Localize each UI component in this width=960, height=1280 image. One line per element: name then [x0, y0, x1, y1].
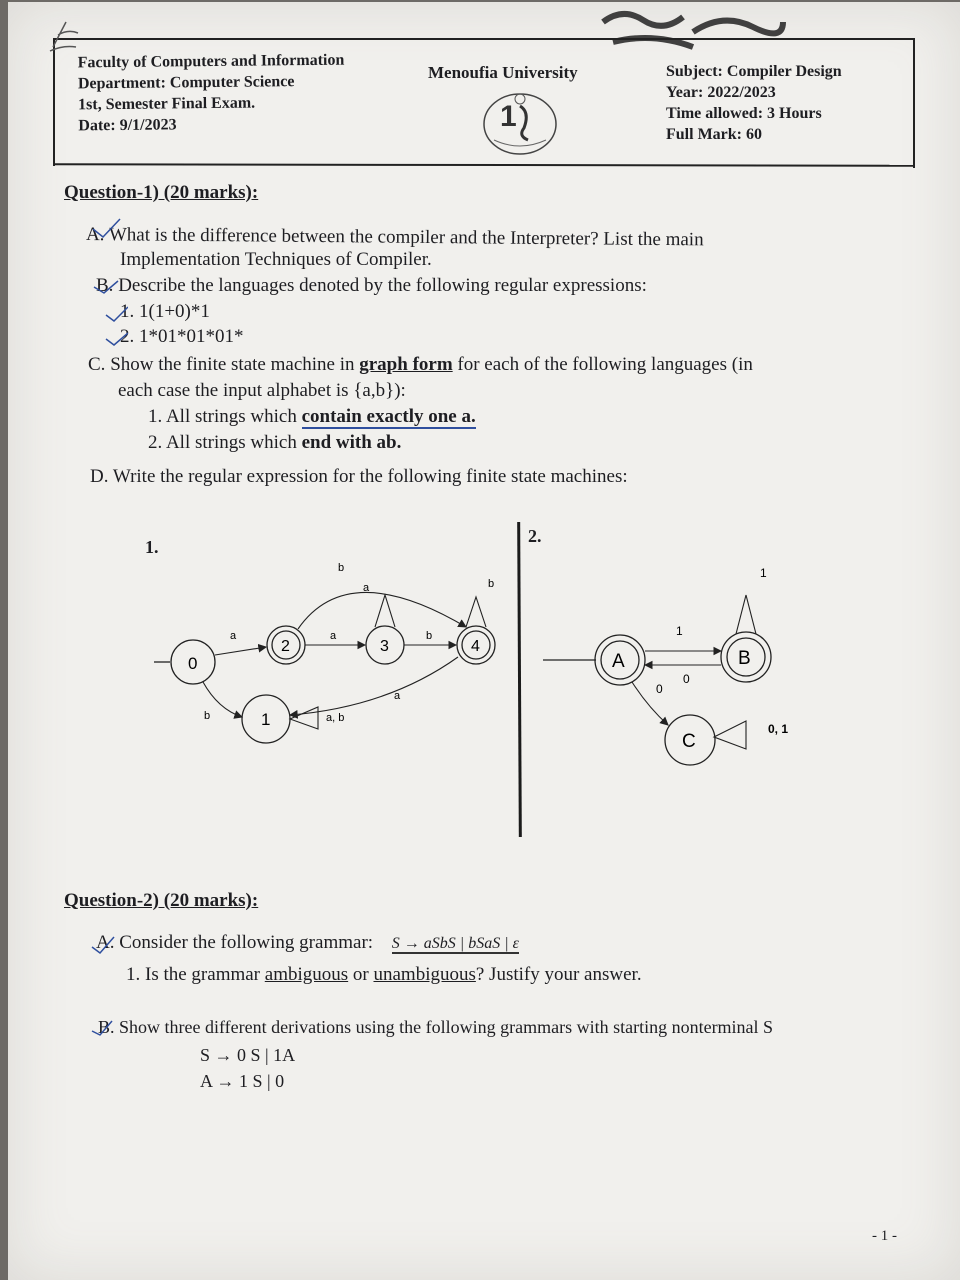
- header-right: [666, 61, 842, 145]
- question-2-title: Question-2) (20 marks):: [64, 890, 259, 911]
- q2-b-rule-1: S → 0 S | 1A: [200, 1045, 296, 1065]
- svg-text:A: A: [612, 651, 625, 672]
- pen-checkmarks: [85, 217, 128, 457]
- q1-c-line1c: for each of the following languages (in: [452, 354, 753, 375]
- svg-text:1: 1: [261, 710, 271, 729]
- svg-text:B: B: [738, 648, 751, 669]
- q1-c-item1-text: 1. All strings which: [148, 406, 302, 427]
- q1-b-item-1: 1. 1(1+0)*1: [120, 301, 210, 322]
- header-border-bottom: [53, 163, 915, 167]
- fsm1-self-loop-4-label: b: [488, 578, 495, 590]
- fsm1-state-1: [242, 695, 290, 743]
- fsm-1-diagram: [148, 557, 518, 747]
- fullmark-line: Full Mark: 60: [666, 126, 762, 143]
- fsm1-edge-0-1-label: b: [204, 710, 211, 722]
- svg-text:C: C: [682, 731, 696, 752]
- year-line: Year: 2022/2023: [666, 84, 776, 101]
- subject-line: Subject: Compiler Design: [666, 63, 842, 80]
- fsm1-self-loop-1: [290, 707, 318, 729]
- header-border-left: [53, 38, 55, 166]
- fsm2-self-loop-C-label: 0, 1: [768, 722, 789, 736]
- q1-b-label: B.: [96, 275, 114, 296]
- q2-b-rule-2: A → 1 S | 0: [200, 1071, 285, 1091]
- fsm2-self-loop-B: [736, 595, 756, 634]
- q1-c-emphasis: graph form: [359, 354, 453, 375]
- time-line: Time allowed: 3 Hours: [666, 105, 822, 122]
- q2-a-text: Consider the following grammar:: [119, 932, 374, 953]
- fsm1-self-loop-1-label: a, b: [326, 712, 345, 724]
- fsm1-self-loop-3: [375, 595, 395, 627]
- fsm1-edge-4-1: [290, 657, 458, 715]
- svg-text:0: 0: [188, 654, 198, 673]
- svg-text:4: 4: [471, 638, 480, 655]
- q1-c-item-1: [148, 404, 476, 430]
- q2-b-text: Show three different derivations using the following grammars with starting nonterminal S: [119, 1017, 774, 1037]
- fsm2-state-A: [595, 635, 645, 685]
- q2-a-ambiguous: ambiguous: [264, 964, 349, 985]
- fsm2-state-C: [665, 715, 715, 765]
- question-1-title: Question-1) (20 marks):: [64, 182, 259, 203]
- signature-mark: [593, 2, 793, 62]
- q2-a-label: A.: [96, 932, 115, 953]
- q1-c-item1-bold: contain exactly one a.: [301, 406, 476, 427]
- q2-b-label: B.: [98, 1017, 115, 1037]
- fsm1-state-3: [366, 626, 404, 664]
- fsm1-edge-4-1-label: a: [394, 690, 401, 702]
- fsm2-state-B: [721, 632, 771, 682]
- q1-b-text: Describe the languages denoted by the following regular expressions:: [118, 275, 647, 296]
- q1-c-line1a: Show the finite state machine in: [110, 354, 360, 375]
- fsm1-state-4: [457, 626, 495, 664]
- fsm1-edge-3-4-label: b: [426, 630, 433, 642]
- university-logo-icon: [478, 86, 562, 158]
- page-number: - 1 -: [872, 1228, 897, 1244]
- q1-a-line1: What is the difference between the compiler and the Interpreter? List the main: [108, 224, 704, 251]
- q2-a-justify: ? Justify your answer.: [475, 964, 642, 985]
- q1-b-item-2: 2. 1*01*01*01*: [120, 326, 244, 347]
- fsm1-edge-2-4-label: b: [338, 562, 345, 574]
- q1-d-text: Write the regular expression for the following finite state machines:: [112, 466, 628, 487]
- q1-a-label: A.: [85, 224, 105, 246]
- q2-part-b: [98, 1014, 773, 1040]
- svg-text:3: 3: [380, 638, 389, 655]
- fsm-2-label: 2.: [528, 526, 542, 546]
- q2-part-a: [96, 930, 519, 957]
- fsm1-edge-0-2: [215, 647, 266, 655]
- fsm2-self-loop-B-label: 1: [760, 566, 767, 580]
- q1-c-item2-text: 2. All strings which: [148, 432, 302, 453]
- faculty-line: Faculty of Computers and Information: [77, 51, 345, 72]
- q1-c-item2-bold: end with ab.: [301, 432, 402, 453]
- exam-paper: [8, 2, 960, 1280]
- header-border-right: [913, 38, 915, 168]
- q1-c-label: C.: [88, 354, 106, 375]
- q2-pen-checkmarks: [88, 927, 128, 1037]
- q2-a-grammar: S → aSbS | bSaS | ε: [391, 935, 519, 952]
- fsm1-self-loop-4: [466, 597, 486, 627]
- fsm-1-label: 1.: [145, 537, 159, 557]
- q1-part-c: [88, 352, 753, 378]
- q2-a-item1-text: 1. Is the grammar: [126, 964, 265, 985]
- fsm1-edge-2-4: [298, 592, 466, 629]
- fsm1-self-loop-3-label: a: [363, 582, 370, 594]
- fsm2-edge-A-C-label: 0: [656, 682, 663, 696]
- fsm1-edge-0-2-label: a: [230, 630, 237, 642]
- pen-scribble-mark: [38, 17, 88, 57]
- fsm1-edge-2-3-label: a: [330, 630, 337, 642]
- svg-text:1: 1: [500, 100, 517, 133]
- fsm2-edge-B-A-label: 0: [683, 672, 690, 686]
- fsm1-state-2: [267, 626, 305, 664]
- header-left: [78, 50, 346, 137]
- q1-c-line2: each case the input alphabet is {a,b}):: [118, 380, 406, 401]
- q2-a-unambiguous: unambiguous: [373, 964, 476, 985]
- q2-a-item-1: [126, 962, 642, 988]
- q1-part-d: [90, 464, 628, 490]
- q1-c-item-2: [148, 430, 401, 456]
- semester-line: 1st, Semester Final Exam.: [78, 94, 256, 114]
- q1-part-b: [96, 273, 647, 299]
- q2-a-or: or: [348, 964, 374, 985]
- q1-a-line2: Implementation Techniques of Compiler.: [120, 249, 432, 270]
- fsm1-state-0: [171, 640, 215, 684]
- fsm-2-diagram: [528, 557, 828, 772]
- department-line: Department: Computer Science: [77, 73, 295, 93]
- university-name: Menoufia University: [428, 63, 578, 82]
- fsm2-edge-A-B-label: 1: [676, 624, 683, 638]
- fsm2-self-loop-C: [714, 721, 746, 749]
- q1-d-label: D.: [90, 466, 109, 487]
- svg-text:2: 2: [281, 638, 290, 655]
- date-line: Date: 9/1/2023: [78, 116, 177, 135]
